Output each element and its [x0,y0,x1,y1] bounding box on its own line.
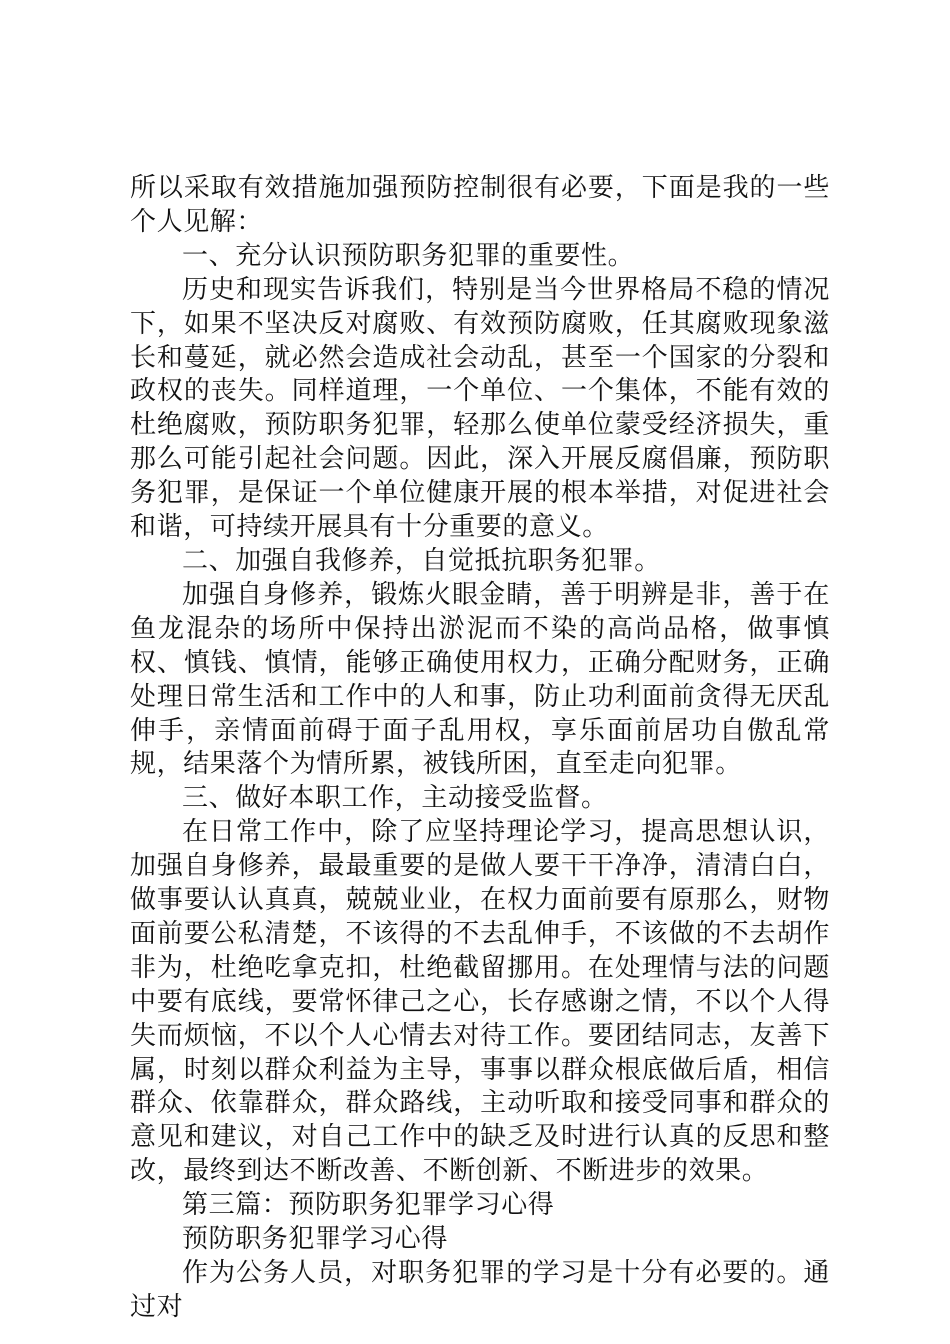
document-body [130,172,830,1325]
paragraph-section-1: 历史和现实告诉我们，特别是当今世界格局不稳的情况下，如果不坚决反对腐败、有效预防腐败，任其腐败现象滋长和蔓延，就必然会造成社会动乱，甚至一个国家的分裂和政权的丧失。同样道理，一个单位、一个集体，不能有效的杜绝腐败，预防职务犯罪，轻那么使单位蒙受经济损失，重那么可能引起社会问题。因此，深入开展反腐倡廉，预防职务犯罪，是保证一个单位健康开展的根本举措，对促进社会和谐，可持续开展具有十分重要的意义。 [130,274,830,543]
paragraph-section-3: 在日常工作中，除了应坚持理论学习，提高思想认识，加强自身修养，最最重要的是做人要干干净净，清清白白，做事要认认真真，兢兢业业，在权力面前要有原那么，财物面前要公私清楚，不该得的不去乱伸手，不该做的不去胡作非为，杜绝吃拿克扣，杜绝截留挪用。在处理情与法的问题中要有底线，要常怀律己之心，长存感谢之情，不以个人得失而烦恼，不以个人心情去对待工作。要团结同志，友善下属，时刻以群众利益为主导，事事以群众根底做后盾，相信群众、依靠群众，群众路线，主动听取和接受同事和群众的意见和建议，对自己工作中的缺乏及时进行认真的反思和整改，最终到达不断改善、不断创新、不断进步的效果。 [130,817,830,1187]
paragraph-section-2: 加强自身修养，锻炼火眼金睛，善于明辨是非，善于在鱼龙混杂的场所中保持出淤泥而不染的高尚品格，做事慎权、慎钱、慎情，能够正确使用权力，正确分配财务，正确处理日常生活和工作中的人和事，防止功利面前贪得无厌乱伸手，亲情面前碍于面子乱用权，享乐面前居功自傲乱常规，结果落个为情所累，被钱所困，直至走向犯罪。 [130,579,830,780]
chapter-title: 第三篇：预防职务犯罪学习心得 [182,1190,555,1221]
paragraph-intro: 所以采取有效措施加强预防控制很有必要，下面是我的一些个人见解： [130,173,830,237]
heading-section-1: 一、充分认识预防职务犯罪的重要性。 [182,240,635,271]
heading-section-2: 二、加强自我修养，自觉抵抗职务犯罪。 [182,545,661,576]
heading-section-3: 三、做好本职工作，主动接受监督。 [182,783,608,814]
article-title: 预防职务犯罪学习心得 [182,1224,449,1255]
paragraph-article-start: 作为公务人员，对职务犯罪的学习是十分有必要的。通过对 [130,1258,830,1322]
